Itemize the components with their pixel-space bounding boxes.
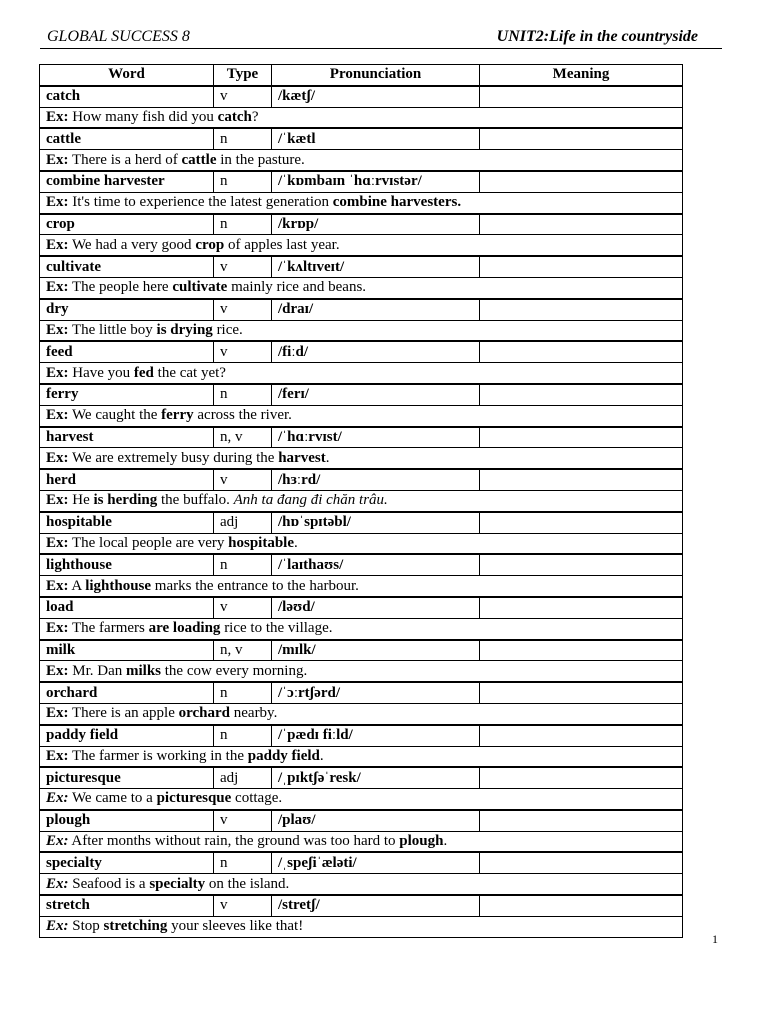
type-cell: n bbox=[214, 852, 272, 873]
example-row bbox=[40, 448, 683, 469]
type-cell: adj bbox=[214, 512, 272, 533]
pronunciation-cell: /ˈhɑːrvɪst/ bbox=[272, 427, 480, 448]
type-cell: v bbox=[214, 597, 272, 618]
type-cell: v bbox=[214, 341, 272, 362]
page-header bbox=[40, 26, 722, 49]
example-cell bbox=[40, 490, 683, 511]
example-label: Ex: bbox=[46, 321, 69, 338]
example-keyword: cultivate bbox=[172, 279, 228, 296]
header-unit-title: UNIT2:Life in the countryside bbox=[496, 28, 698, 45]
type-cell: v bbox=[214, 469, 272, 490]
word-cell: hospitable bbox=[40, 512, 214, 533]
example-cell bbox=[40, 405, 683, 426]
word-row bbox=[40, 86, 683, 107]
example-text: Have you bbox=[68, 364, 134, 381]
word-row bbox=[40, 341, 683, 362]
word-row bbox=[40, 171, 683, 192]
type-cell: n bbox=[214, 128, 272, 149]
word-row bbox=[40, 512, 683, 533]
example-text: The farmer is working in the bbox=[68, 747, 248, 764]
example-row bbox=[40, 490, 683, 511]
pronunciation-cell: /ˈkætl bbox=[272, 128, 480, 149]
example-label: Ex: bbox=[46, 151, 69, 168]
type-cell: v bbox=[214, 86, 272, 107]
meaning-cell bbox=[480, 299, 683, 320]
example-text: your sleeves like that! bbox=[167, 918, 304, 935]
example-cell bbox=[40, 661, 683, 682]
header-book-title: GLOBAL SUCCESS 8 bbox=[47, 28, 190, 45]
meaning-cell bbox=[480, 895, 683, 916]
example-keyword: lighthouse bbox=[85, 577, 152, 594]
table-header-row bbox=[40, 65, 683, 86]
example-text: ? bbox=[251, 108, 259, 125]
example-label: Ex: bbox=[46, 407, 69, 424]
meaning-cell bbox=[480, 640, 683, 661]
word-row bbox=[40, 640, 683, 661]
example-text: nearby. bbox=[230, 705, 278, 722]
meaning-cell bbox=[480, 171, 683, 192]
word-cell: specialty bbox=[40, 852, 214, 873]
example-label: Ex: bbox=[46, 620, 69, 637]
meaning-cell bbox=[480, 810, 683, 831]
example-text: . bbox=[294, 534, 298, 551]
example-text: There is a herd of bbox=[68, 151, 182, 168]
example-text: of apples last year. bbox=[224, 236, 340, 253]
pronunciation-cell: /fiːd/ bbox=[272, 341, 480, 362]
example-label: Ex: bbox=[46, 918, 69, 935]
type-cell: n, v bbox=[214, 427, 272, 448]
example-text: How many fish did you bbox=[68, 108, 218, 125]
example-cell bbox=[40, 448, 683, 469]
pronunciation-cell: /ˈkɒmbaɪn ˈhɑːrvɪstər/ bbox=[272, 171, 480, 192]
example-keyword: fed bbox=[133, 364, 154, 381]
example-keyword: specialty bbox=[149, 875, 206, 892]
example-keyword: milks bbox=[126, 662, 162, 679]
example-row bbox=[40, 192, 683, 213]
example-text: The local people are very bbox=[68, 534, 229, 551]
example-label: Ex: bbox=[46, 790, 69, 807]
pronunciation-cell: /hɒˈspɪtəbl/ bbox=[272, 512, 480, 533]
example-keyword: are loading bbox=[148, 620, 221, 637]
type-cell: n bbox=[214, 384, 272, 405]
example-label: Ex: bbox=[46, 108, 69, 125]
example-keyword: stretching bbox=[103, 918, 168, 935]
example-text: . bbox=[319, 747, 324, 764]
example-text: The little boy bbox=[68, 321, 157, 338]
example-label: Ex: bbox=[46, 449, 69, 466]
meaning-cell bbox=[480, 256, 683, 277]
word-row bbox=[40, 597, 683, 618]
word-cell: stretch bbox=[40, 895, 214, 916]
example-text: We are extremely busy during the bbox=[68, 449, 279, 466]
example-keyword: combine harvesters. bbox=[332, 194, 462, 211]
meaning-cell bbox=[480, 427, 683, 448]
example-text: on the island. bbox=[205, 875, 290, 892]
word-row bbox=[40, 384, 683, 405]
example-row bbox=[40, 320, 683, 341]
example-text: across the river. bbox=[193, 407, 292, 424]
pronunciation-cell: /ləʊd/ bbox=[272, 597, 480, 618]
example-row bbox=[40, 916, 683, 937]
word-cell: load bbox=[40, 597, 214, 618]
example-row bbox=[40, 405, 683, 426]
example-text: There is an apple bbox=[68, 705, 179, 722]
meaning-cell bbox=[480, 214, 683, 235]
example-text: We came to a bbox=[68, 790, 157, 807]
example-row bbox=[40, 107, 683, 128]
example-cell bbox=[40, 320, 683, 341]
vocabulary-table bbox=[39, 64, 683, 938]
example-label: Ex: bbox=[46, 577, 69, 594]
type-cell: v bbox=[214, 895, 272, 916]
pronunciation-cell: /plaʊ/ bbox=[272, 810, 480, 831]
pronunciation-cell: /ˌspeʃiˈæləti/ bbox=[272, 852, 480, 873]
example-text: It's time to experience the latest generation bbox=[68, 194, 333, 211]
pronunciation-cell: /ˈpædɪ fiːld/ bbox=[272, 725, 480, 746]
example-keyword: crop bbox=[195, 236, 225, 253]
column-header-type: Type bbox=[214, 65, 272, 86]
meaning-cell bbox=[480, 384, 683, 405]
example-cell bbox=[40, 576, 683, 597]
word-cell: picturesque bbox=[40, 767, 214, 788]
word-cell: paddy field bbox=[40, 725, 214, 746]
column-header-meaning: Meaning bbox=[480, 65, 683, 86]
example-cell bbox=[40, 363, 683, 384]
example-row bbox=[40, 746, 683, 767]
example-row bbox=[40, 576, 683, 597]
pronunciation-cell: /ˈlaɪthaʊs/ bbox=[272, 554, 480, 575]
example-text: The people here bbox=[68, 279, 173, 296]
word-cell: orchard bbox=[40, 682, 214, 703]
meaning-cell bbox=[480, 554, 683, 575]
example-label: Ex: bbox=[46, 236, 69, 253]
example-keyword: hospitable bbox=[228, 534, 295, 551]
word-cell: ferry bbox=[40, 384, 214, 405]
example-text: marks the entrance to the harbour. bbox=[151, 577, 359, 594]
example-row bbox=[40, 235, 683, 256]
example-row bbox=[40, 661, 683, 682]
example-cell bbox=[40, 192, 683, 213]
example-cell bbox=[40, 703, 683, 724]
column-header-word: Word bbox=[40, 65, 214, 86]
example-label: Ex: bbox=[46, 833, 69, 850]
example-keyword: ferry bbox=[161, 407, 194, 424]
example-keyword: paddy field bbox=[247, 747, 320, 764]
example-label: Ex: bbox=[46, 705, 69, 722]
pronunciation-cell: /stretʃ/ bbox=[272, 895, 480, 916]
type-cell: v bbox=[214, 256, 272, 277]
word-row bbox=[40, 128, 683, 149]
example-label: Ex: bbox=[46, 279, 69, 296]
word-row bbox=[40, 554, 683, 575]
word-cell: catch bbox=[40, 86, 214, 107]
type-cell: adj bbox=[214, 767, 272, 788]
word-cell: crop bbox=[40, 214, 214, 235]
example-label: Ex: bbox=[46, 492, 69, 509]
example-keyword: is herding bbox=[93, 492, 158, 509]
example-text: The farmers bbox=[68, 620, 149, 637]
example-text: rice to the village. bbox=[220, 620, 333, 637]
example-text: . bbox=[443, 833, 448, 850]
word-cell: feed bbox=[40, 341, 214, 362]
vocabulary-body bbox=[40, 86, 683, 937]
meaning-cell bbox=[480, 682, 683, 703]
example-text: . bbox=[325, 449, 330, 466]
example-row bbox=[40, 874, 683, 895]
meaning-cell bbox=[480, 767, 683, 788]
example-text: the cat yet? bbox=[153, 364, 226, 381]
column-header-pronunciation: Pronunciation bbox=[272, 65, 480, 86]
type-cell: n bbox=[214, 214, 272, 235]
type-cell: v bbox=[214, 299, 272, 320]
page-number: 1 bbox=[712, 932, 718, 946]
type-cell: n bbox=[214, 171, 272, 192]
example-text: A bbox=[68, 577, 86, 594]
example-label: Ex: bbox=[46, 747, 69, 764]
pronunciation-cell: /ˈɔːrtʃərd/ bbox=[272, 682, 480, 703]
example-cell bbox=[40, 831, 683, 852]
word-cell: dry bbox=[40, 299, 214, 320]
word-row bbox=[40, 214, 683, 235]
example-cell bbox=[40, 533, 683, 554]
example-text: Stop bbox=[68, 918, 104, 935]
meaning-cell bbox=[480, 852, 683, 873]
pronunciation-cell: /mɪlk/ bbox=[272, 640, 480, 661]
meaning-cell bbox=[480, 512, 683, 533]
pronunciation-cell: /ˈkʌltɪveɪt/ bbox=[272, 256, 480, 277]
example-label: Ex: bbox=[46, 194, 69, 211]
example-cell bbox=[40, 107, 683, 128]
example-keyword: plough bbox=[399, 833, 444, 850]
word-row bbox=[40, 852, 683, 873]
pronunciation-cell: /kætʃ/ bbox=[272, 86, 480, 107]
example-label: Ex: bbox=[46, 534, 69, 551]
example-keyword: orchard bbox=[178, 705, 230, 722]
word-row bbox=[40, 895, 683, 916]
example-text: Mr. Dan bbox=[68, 662, 126, 679]
word-row bbox=[40, 427, 683, 448]
word-row bbox=[40, 767, 683, 788]
word-row bbox=[40, 725, 683, 746]
example-keyword: picturesque bbox=[156, 790, 232, 807]
example-cell bbox=[40, 618, 683, 639]
type-cell: v bbox=[214, 810, 272, 831]
example-cell bbox=[40, 746, 683, 767]
example-row bbox=[40, 789, 683, 810]
example-row bbox=[40, 703, 683, 724]
word-cell: combine harvester bbox=[40, 171, 214, 192]
word-row bbox=[40, 299, 683, 320]
word-cell: cultivate bbox=[40, 256, 214, 277]
word-cell: harvest bbox=[40, 427, 214, 448]
word-cell: plough bbox=[40, 810, 214, 831]
word-row bbox=[40, 469, 683, 490]
type-cell: n bbox=[214, 725, 272, 746]
meaning-cell bbox=[480, 86, 683, 107]
pronunciation-cell: /hɜːrd/ bbox=[272, 469, 480, 490]
example-cell bbox=[40, 789, 683, 810]
meaning-cell bbox=[480, 341, 683, 362]
example-text: We had a very good bbox=[68, 236, 196, 253]
example-row bbox=[40, 533, 683, 554]
type-cell: n, v bbox=[214, 640, 272, 661]
example-text: Seafood is a bbox=[68, 875, 150, 892]
example-text: in the pasture. bbox=[216, 151, 305, 168]
example-text: Anh ta đang đi chăn trâu. bbox=[233, 492, 388, 509]
example-text: rice. bbox=[212, 321, 243, 338]
example-label: Ex: bbox=[46, 364, 69, 381]
example-cell bbox=[40, 874, 683, 895]
example-cell bbox=[40, 277, 683, 298]
example-keyword: harvest bbox=[278, 449, 326, 466]
example-label: Ex: bbox=[46, 875, 69, 892]
example-cell bbox=[40, 916, 683, 937]
word-cell: cattle bbox=[40, 128, 214, 149]
example-text: We caught the bbox=[68, 407, 162, 424]
example-text: mainly rice and beans. bbox=[227, 279, 367, 296]
example-text: the cow every morning. bbox=[161, 662, 308, 679]
word-row bbox=[40, 256, 683, 277]
example-text: cottage. bbox=[231, 790, 283, 807]
example-label: Ex: bbox=[46, 662, 69, 679]
example-row bbox=[40, 150, 683, 171]
example-text: the buffalo. bbox=[157, 492, 234, 509]
word-row bbox=[40, 810, 683, 831]
word-cell: lighthouse bbox=[40, 554, 214, 575]
pronunciation-cell: /krɒp/ bbox=[272, 214, 480, 235]
pronunciation-cell: /draɪ/ bbox=[272, 299, 480, 320]
example-row bbox=[40, 363, 683, 384]
meaning-cell bbox=[480, 128, 683, 149]
example-row bbox=[40, 831, 683, 852]
example-text: After months without rain, the ground was too hard to bbox=[68, 833, 400, 850]
example-keyword: cattle bbox=[181, 151, 217, 168]
word-row bbox=[40, 682, 683, 703]
example-row bbox=[40, 618, 683, 639]
meaning-cell bbox=[480, 469, 683, 490]
example-keyword: is drying bbox=[156, 321, 213, 338]
pronunciation-cell: /ferɪ/ bbox=[272, 384, 480, 405]
example-keyword: catch bbox=[217, 108, 252, 125]
example-cell bbox=[40, 150, 683, 171]
example-row bbox=[40, 277, 683, 298]
meaning-cell bbox=[480, 597, 683, 618]
word-cell: milk bbox=[40, 640, 214, 661]
example-cell bbox=[40, 235, 683, 256]
type-cell: n bbox=[214, 682, 272, 703]
pronunciation-cell: /ˌpɪktʃəˈresk/ bbox=[272, 767, 480, 788]
word-cell: herd bbox=[40, 469, 214, 490]
example-text: He bbox=[68, 492, 94, 509]
type-cell: n bbox=[214, 554, 272, 575]
meaning-cell bbox=[480, 725, 683, 746]
